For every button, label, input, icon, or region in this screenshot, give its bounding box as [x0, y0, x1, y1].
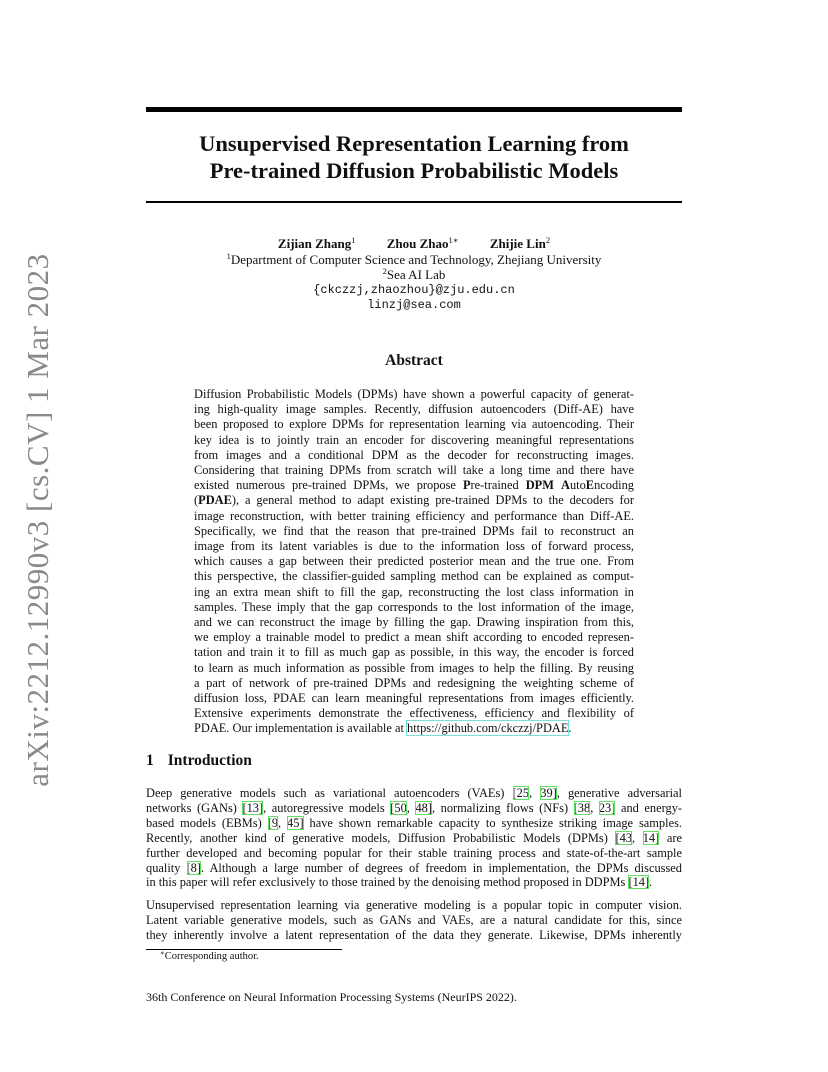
citation-link[interactable]: 48]: [415, 800, 432, 815]
section-heading-introduction: 1 Introduction: [146, 752, 252, 769]
citation-link[interactable]: 23]: [598, 800, 616, 815]
citation-link[interactable]: 39]: [540, 786, 557, 800]
title-line-1: Unsupervised Representation Learning from: [199, 131, 629, 156]
author-block: [146, 236, 682, 314]
abstract-text: Diffusion Probabilistic Models (DPMs) have shown a powerful capacity of generat- ing high-quality image samples. Recently, diffusion autoencoders (Diff-AE) have been proposed to explore DPMs for representation learning via autoencoding. Their key idea is to jointly train an encoder for discovering meaningful representations from images and a conditional DPM as the decoder for reconstructing images. Considering that training DPMs from scratch will take a long time and there have existed numerous pre-trained DPMs, we propose Pre-trained DPM AutoEncoding (PDAE), a general method to adapt existing pre-trained DPMs to the decoders for image reconstruction, with better training efficiency and performance than Diff-AE. Specifically, we find that the reason that pre-trained DPMs fail to reconstruct an image from its latent variables is due to the information loss of forward process, which causes a gap between their predicted posterior mean and the true one. From this perspective, the classifier-guided sampling method can be explained as comput- ing an extra mean shift to fill the gap, reconstructing the lost class information in samples. These imply that the gap corresponds to the lost information of the image, and we can reconstruct the image by filling the gap. Drawing inspiration from this, we employ a trainable model to predict a mean shift according to encoded represen- tation and train it to fill as much gap as possible, in this way, the encoder is forced to learn as much information as possible from images to help the filling. By reusing a part of network of pre-trained DPMs and redesigning the weighting scheme of diffusion loss, PDAE can learn meaningful representations from images efficiently. Extensive experiments demonstrate the effectiveness, efficiency and flexibility of PDAE. Our implementation is available at https://github.com/ckczzj/PDAE.: [194, 387, 634, 736]
citation-link[interactable]: [25: [512, 786, 530, 800]
intro-paragraph-1: Deep generative models such as variational autoencoders (VAEs) [25, 39], generative adversarial networks (GANs) [13], autoregressive models [50, 48], normalizing flows (NFs) [38, 23] and energy- based models (EBMs) [9, 45] have shown remarkable capacity to synthesize striking image samples. Recently, another kind of generative models, Diffusion Probabilistic Models (DPMs) [43, 14] are further developed and becoming popular for their stable training process and state-of-the-art sample quality [8]. Although a large number of degrees of freedom in implementation, the DPMs discussed in this paper will refer exclusively to those trained by the denoising method proposed in DDPMs [14].: [146, 786, 683, 890]
paper-title: [146, 130, 682, 184]
venue-footer: 36th Conference on Neural Information Processing Systems (NeurIPS 2022).: [146, 990, 517, 1004]
arxiv-identifier: arXiv:2212.12990v3 [cs.CV] 1 Mar 2023: [20, 253, 55, 787]
intro-paragraph-2: Unsupervised representation learning via generative modeling is a popular topic in computer vision. Latent variable generative models, such as GANs and VAEs, are a natural candidate for this, since they inherently involve a latent representation of the data they generate. Likewise, DPMs inherently: [146, 898, 682, 942]
abstract-heading: Abstract: [385, 352, 443, 369]
affiliation-1: $^1$Department of Computer Science and Technology, Zhejiang University: [226, 250, 602, 267]
author-zhijie-lin: Zhijie Lin$^2$: [489, 235, 551, 251]
title-bottom-rule: [146, 201, 682, 203]
citation-link[interactable]: [13]: [242, 800, 264, 815]
citation-link[interactable]: [43: [615, 830, 632, 845]
title-top-rule: [146, 107, 682, 112]
email-zju: {ckczzj,zhaozhou}@zju.edu.cn: [313, 282, 515, 297]
citation-link[interactable]: 14]: [642, 830, 660, 845]
email-sea: linzj@sea.com: [367, 298, 461, 312]
title-line-2: Pre-trained Diffusion Probabilistic Models: [209, 158, 619, 183]
github-link[interactable]: https://github.com/ckczzj/PDAE: [407, 721, 569, 736]
author-zhou-zhao: Zhou Zhao$^{1∗}$: [386, 235, 459, 251]
citation-link[interactable]: [8]: [186, 860, 201, 875]
abstract-line-pdae-name: existed numerous pre-trained DPMs, we propose Pre-trained DPM AutoEncoding: [194, 478, 634, 493]
footnote-corresponding-author: ∗Corresponding author.: [160, 949, 259, 962]
citation-link[interactable]: [38: [573, 800, 591, 815]
citation-link[interactable]: 45]: [287, 815, 304, 830]
citation-link[interactable]: [14]: [628, 875, 650, 890]
author-names: [146, 236, 682, 252]
citation-link[interactable]: [9: [267, 815, 279, 830]
citation-link[interactable]: [50: [390, 800, 407, 815]
footnote-rule: [146, 949, 342, 950]
author-zijian-zhang: Zijian Zhang$^1$: [277, 235, 356, 251]
affiliation-2: $^2$Sea AI Lab: [382, 266, 446, 282]
